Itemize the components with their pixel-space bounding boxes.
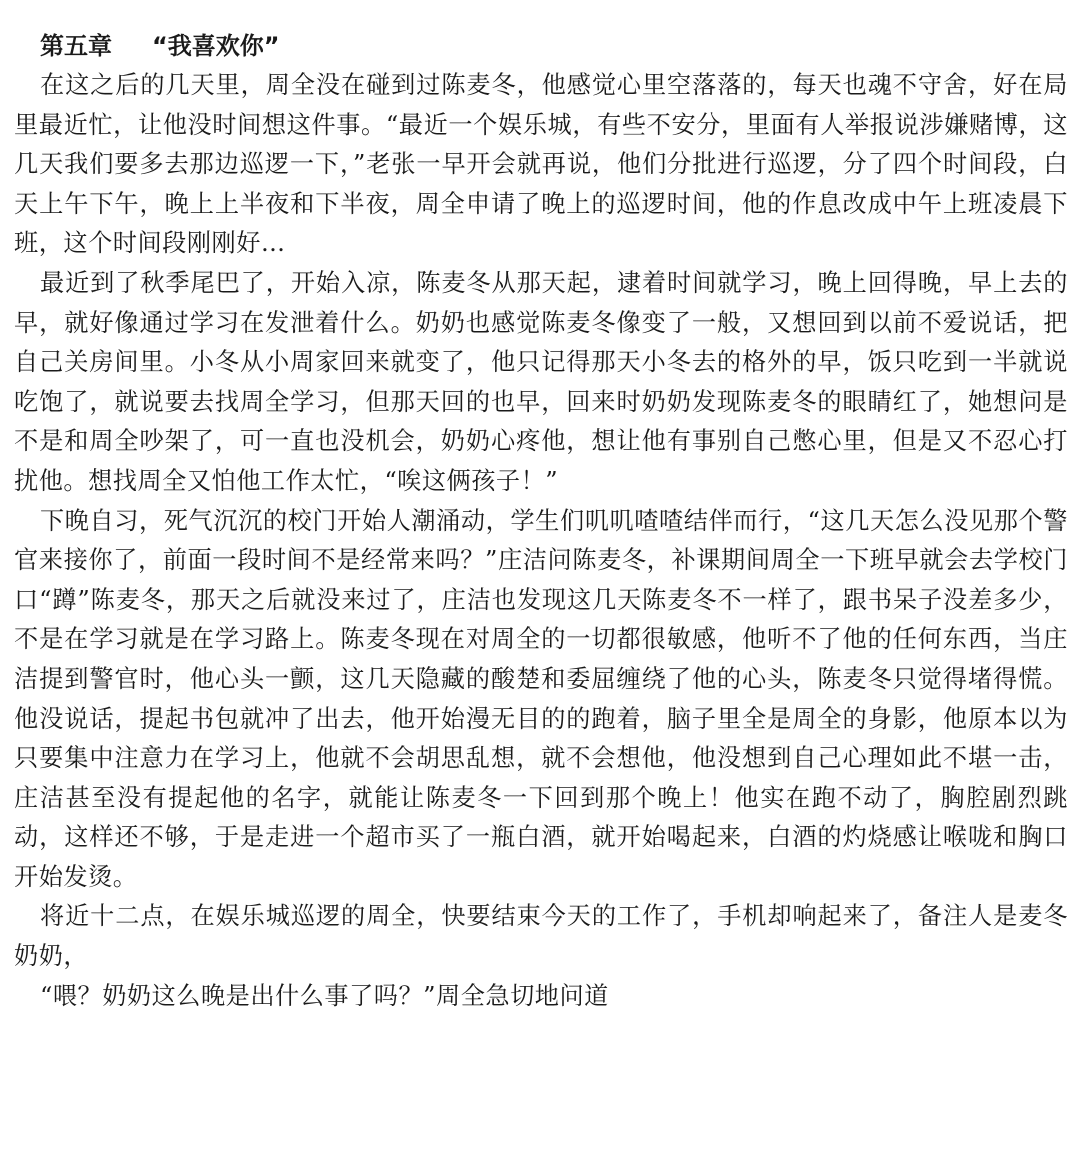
chapter-title: “我喜欢你” (152, 32, 280, 60)
paragraph: 在这之后的几天里，周全没在碰到过陈麦冬，他感觉心里空落落的，每天也魂不守舍，好在局里最近忙，让他没时间想这件事。“最近一个娱乐城，有些不安分，里面有人举报说涉嫌赌博，这几天我们要多去那边巡逻一下，”老张一早开会就再说，他们分批进行巡逻，分了四个时间段，白天上午下午，晚上上半夜和下半夜，周全申请了晚上的巡逻时间，他的作息改成中午上班凌晨下班，这个时间段刚刚好… (14, 71, 1068, 258)
paragraph: 下晚自习，死气沉沉的校门开始人潮涌动，学生们叽叽喳喳结伴而行，“这几天怎么没见那个警官来接你了，前面一段时间不是经常来吗？”庄洁问陈麦冬，补课期间周全一下班早就会去学校门口“蹲”陈麦冬，那天之后就没来过了，庄洁也发现这几天陈麦冬不一样了，跟书呆子没差多少，不是在学习就是在学习路上。陈麦冬现在对周全的一切都很敏感，他听不了他的任何东西，当庄洁提到警官时，他心头一颤，这几天隐藏的酸楚和委屈缠绕了他的心头，陈麦冬只觉得堵得慌。他没说话，提起书包就冲了出去，他开始漫无目的的跑着，脑子里全是周全的身影，他原本以为只要集中注意力在学习上，他就不会胡思乱想，就不会想他，他没想到自己心理如此不堪一击，庄洁甚至没有提起他的名字，就能让陈麦冬一下回到那个晚上！他实在跑不动了，胸腔剧烈跳动，这样还不够，于是走进一个超市买了一瓶白酒，就开始喝起来，白酒的灼烧感让喉咙和胸口开始发烫。 (14, 506, 1068, 891)
paragraph: 最近到了秋季尾巴了，开始入凉，陈麦冬从那天起，逮着时间就学习，晚上回得晚，早上去的早，就好像通过学习在发泄着什么。奶奶也感觉陈麦冬像变了一般，又想回到以前不爱说话，把自己关房间里。小冬从小周家回来就变了，他只记得那天小冬去的格外的早，饭只吃到一半就说吃饱了，就说要去找周全学习，但那天回的也早，回来时奶奶发现陈麦冬的眼睛红了，她想问是不是和周全吵架了，可一直也没机会，奶奶心疼他，想让他有事别自己憋心里，但是又不忍心打扰他。想找周全又怕他工作太忙，“唉这俩孩子！” (14, 268, 1068, 495)
chapter-number: 第五章 (40, 32, 112, 60)
document-page (14, 26, 1068, 1016)
chapter-heading (14, 26, 1068, 66)
paragraph: 将近十二点，在娱乐城巡逻的周全，快要结束今天的工作了，手机却响起来了，备注人是麦冬奶奶， (14, 902, 1068, 971)
paragraph: “喂？奶奶这么晚是出什么事了吗？”周全急切地问道 (40, 981, 609, 1010)
